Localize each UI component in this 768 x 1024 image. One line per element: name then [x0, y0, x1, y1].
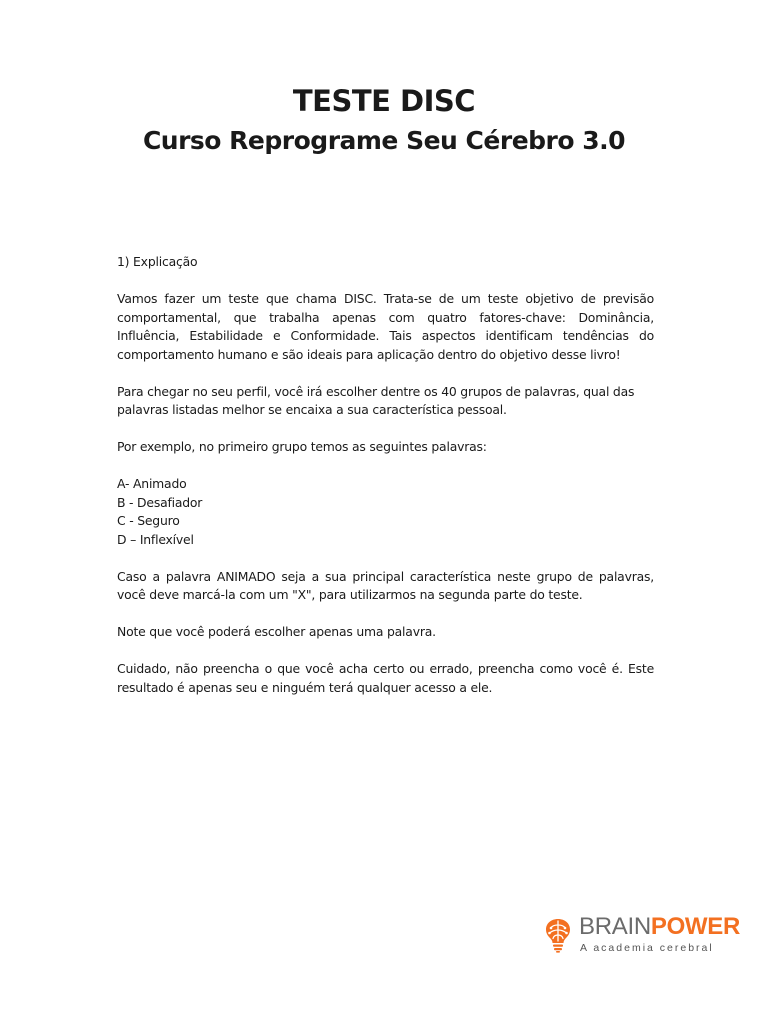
paragraph-instructions: Para chegar no seu perfil, você irá escolher dentre os 40 grupos de palavras, qual das palavras listadas melhor se encaixa a sua característica pessoal. — [117, 383, 635, 417]
section-heading: 1) Explicação — [117, 254, 198, 269]
paragraph-explanation: Vamos fazer um teste que chama DISC. Trata-se de um teste objetivo de previsão comportamental, que trabalha apenas com quatro fatores-chave: Dominância, Influência, Estabilidade e Conformidade. Tais aspectos identificam tendências do comportamento humano e são ideais para aplicação dentro do objetivo desse livro! — [117, 291, 654, 362]
document-subtitle: Curso Reprograme Seu Cérebro 3.0 — [142, 126, 626, 155]
brand-tagline: A academia cerebral — [580, 942, 714, 954]
brand-name-brain: BRAIN — [579, 913, 651, 940]
brand-name-power: POWER — [650, 913, 741, 940]
paragraph-marking: Caso a palavra ANIMADO seja a sua principal característica neste grupo de palavras, você deve marcá-la com um "X", para utilizarmos na segunda parte do teste. — [117, 568, 654, 602]
brand-name — [579, 913, 740, 941]
paragraph-example-intro: Por exemplo, no primeiro grupo temos as seguintes palavras: — [117, 439, 487, 454]
option-d: D – Inflexível — [117, 531, 194, 547]
option-c: C - Seguro — [117, 513, 180, 528]
paragraph-single-choice: Note que você poderá escolher apenas uma palavra. — [117, 624, 436, 639]
option-b: B - Desafiador — [117, 494, 203, 510]
brainpower-logo — [542, 913, 741, 957]
paragraph-caution: Cuidado, não preencha o que você acha certo ou errado, preencha como você é. Este resultado é apenas seu e ninguém terá qualquer acesso a ele. — [117, 661, 654, 695]
document-body — [117, 253, 654, 716]
example-options-list — [117, 475, 654, 549]
brain-bulb-icon — [542, 917, 574, 953]
option-a: A- Animado — [117, 476, 187, 491]
document-title: TESTE DISC — [292, 84, 476, 118]
